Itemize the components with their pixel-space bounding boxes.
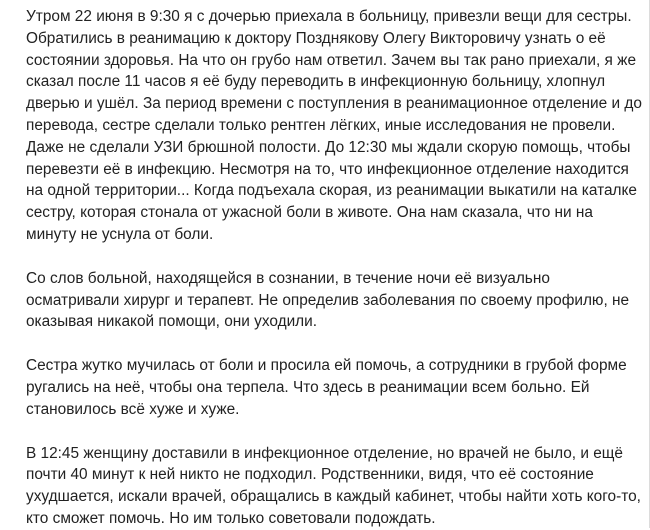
article-text [26, 6, 642, 530]
text-line: дверью и ушёл. За период времени с поступления в реанимационное отделение и до [26, 95, 642, 113]
paragraph-4 [26, 443, 641, 530]
text-line: ухудшается, искали врачей, обращались в каждый кабинет, чтобы найти хоть кого-то, [26, 488, 641, 506]
text-line: перевода, сестре сделали только рентген лёгких, иные исследования не провели. [26, 116, 616, 134]
text-line: кто сможет помочь. Но им только советовали подождать. [26, 509, 436, 527]
text-line: почти 40 минут к ней никто не подходил. Родственники, видя, что её состояние [26, 466, 594, 484]
text-line: Даже не сделали УЗИ брюшной полости. До 12:30 мы ждали скорую помощь, чтобы [26, 138, 631, 156]
text-line: становилось всё хуже и хуже. [26, 400, 240, 418]
text-line: В 12:45 женщину доставили в инфекционное отделение, но врачей не было, и ещё [26, 444, 623, 462]
text-line: минуту не уснула от боли. [26, 225, 214, 243]
text-line: Сестра жутко мучилась от боли и просила ей помочь, а сотрудники в грубой форме [26, 357, 627, 375]
text-line: на одной территории... Когда подъехала скорая, из реанимации выкатили на каталке [26, 182, 637, 200]
paragraph-3 [26, 355, 626, 420]
text-line: оказывая никакой помощи, они уходили. [26, 313, 318, 331]
text-line: Со слов больной, находящейся в сознании, в течение ночи её визуально [26, 269, 550, 287]
paragraph-2 [26, 268, 630, 333]
paragraph-1 [26, 6, 642, 246]
text-line: осматривали хирург и терапевт. Не определив заболевания по своему профилю, не [26, 291, 630, 309]
text-line: сестру, которая стонала от ужасной боли в животе. Она нам сказала, что ни на [26, 204, 593, 222]
text-line: состоянии здоровья. На что он грубо нам ответил. Зачем вы так рано приехали, я же [26, 51, 637, 69]
text-line: Обратились в реанимацию к доктору Позднякову Олегу Викторовичу узнать о её [26, 29, 606, 47]
text-line: сказал после 11 часов я её буду переводить в инфекционную больницу, хлопнул [26, 73, 606, 91]
text-line: Утром 22 июня в 9:30 я с дочерью приехала в больницу, привезли вещи для сестры. [26, 8, 632, 25]
text-line: ругались на неё, чтобы она терпела. Что здесь в реанимации всем больно. Ей [26, 378, 590, 396]
text-line: перевезти её в инфекцию. Несмотря на то, что инфекционное отделение находится [26, 160, 629, 178]
